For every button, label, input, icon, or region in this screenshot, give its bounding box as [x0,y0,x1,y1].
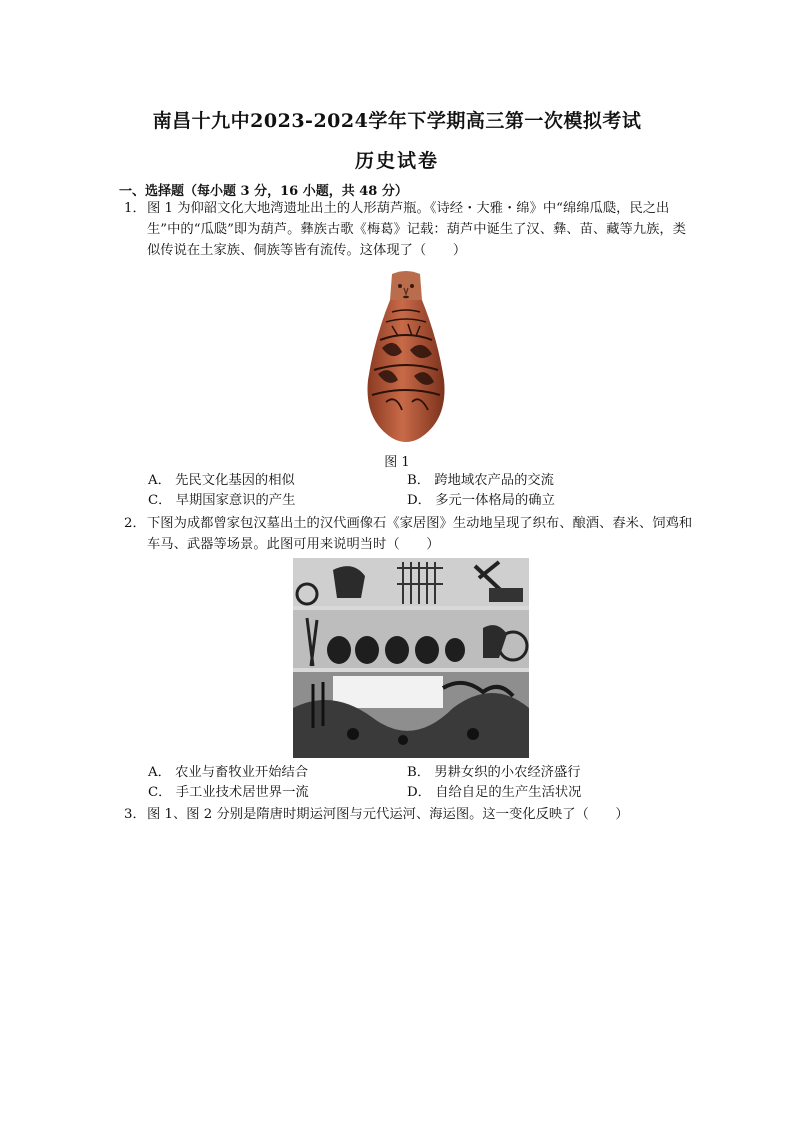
exam-title: 南昌十九中2023-2024学年下学期高三第一次模拟考试 [152,110,642,132]
option-text: 多元一体格局的确立 [435,493,555,508]
option-c[interactable] [148,491,295,511]
option-letter: D． [407,785,431,800]
option-letter: A． [148,765,171,780]
option-letter: D． [407,493,431,508]
option-letter: C． [148,493,172,508]
option-letter: A． [148,473,171,488]
option-c[interactable] [148,783,309,803]
han-relief-rubbing-image [293,558,529,758]
option-d[interactable] [407,491,555,511]
question-stem: 图 1、图 2 分别是隋唐时期运河图与元代运河、海运图。这一变化反映了（ ） [147,807,629,822]
question-2 [124,513,694,555]
section-heading: 一、选择题（每小题 3 分，16 小题，共 48 分） [119,184,408,199]
option-d[interactable] [407,783,581,803]
exam-subject: 历史试卷 [354,150,439,172]
option-text: 跨地域农产品的交流 [434,473,554,488]
question-stem: 下图为成都曾家包汉墓出土的汉代画像石《家居图》生动地呈现了织布、酿酒、舂米、饲鸡和车马、武器等场景。此图可用来说明当时（ ） [147,516,693,552]
option-text: 手工业技术居世界一流 [175,785,309,800]
option-b[interactable] [407,471,554,491]
figure-caption: 图 1 [384,455,410,470]
option-text: 先民文化基因的相似 [175,473,295,488]
option-text: 自给自足的生产生活状况 [435,785,582,800]
option-a[interactable] [148,471,295,491]
option-text: 早期国家意识的产生 [175,493,296,508]
gourd-vase-image [362,270,450,446]
option-text: 男耕女织的小农经济盛行 [434,765,581,780]
option-a[interactable] [148,763,308,783]
question-stem: 图 1 为仰韶文化大地湾遗址出土的人形葫芦瓶。《诗经・大雅・绵》中“绵绵瓜瓞，民之出生”中的“瓜瓞”即为葫芦。彝族古歌《梅葛》记载：葫芦中诞生了汉、彝、苗、藏等九族，类似传说在土家族、侗族等皆有流传。这体现了（ ） [147,201,686,258]
option-text: 农业与畜牧业开始结合 [175,765,309,780]
option-letter: B． [407,473,431,488]
question-1 [124,198,694,261]
option-b[interactable] [407,763,581,783]
option-letter: B． [407,765,431,780]
question-3 [124,804,694,825]
question-number: 3． [124,807,146,822]
question-number: 2． [124,516,146,531]
question-number: 1． [124,201,146,216]
option-letter: C． [148,785,172,800]
